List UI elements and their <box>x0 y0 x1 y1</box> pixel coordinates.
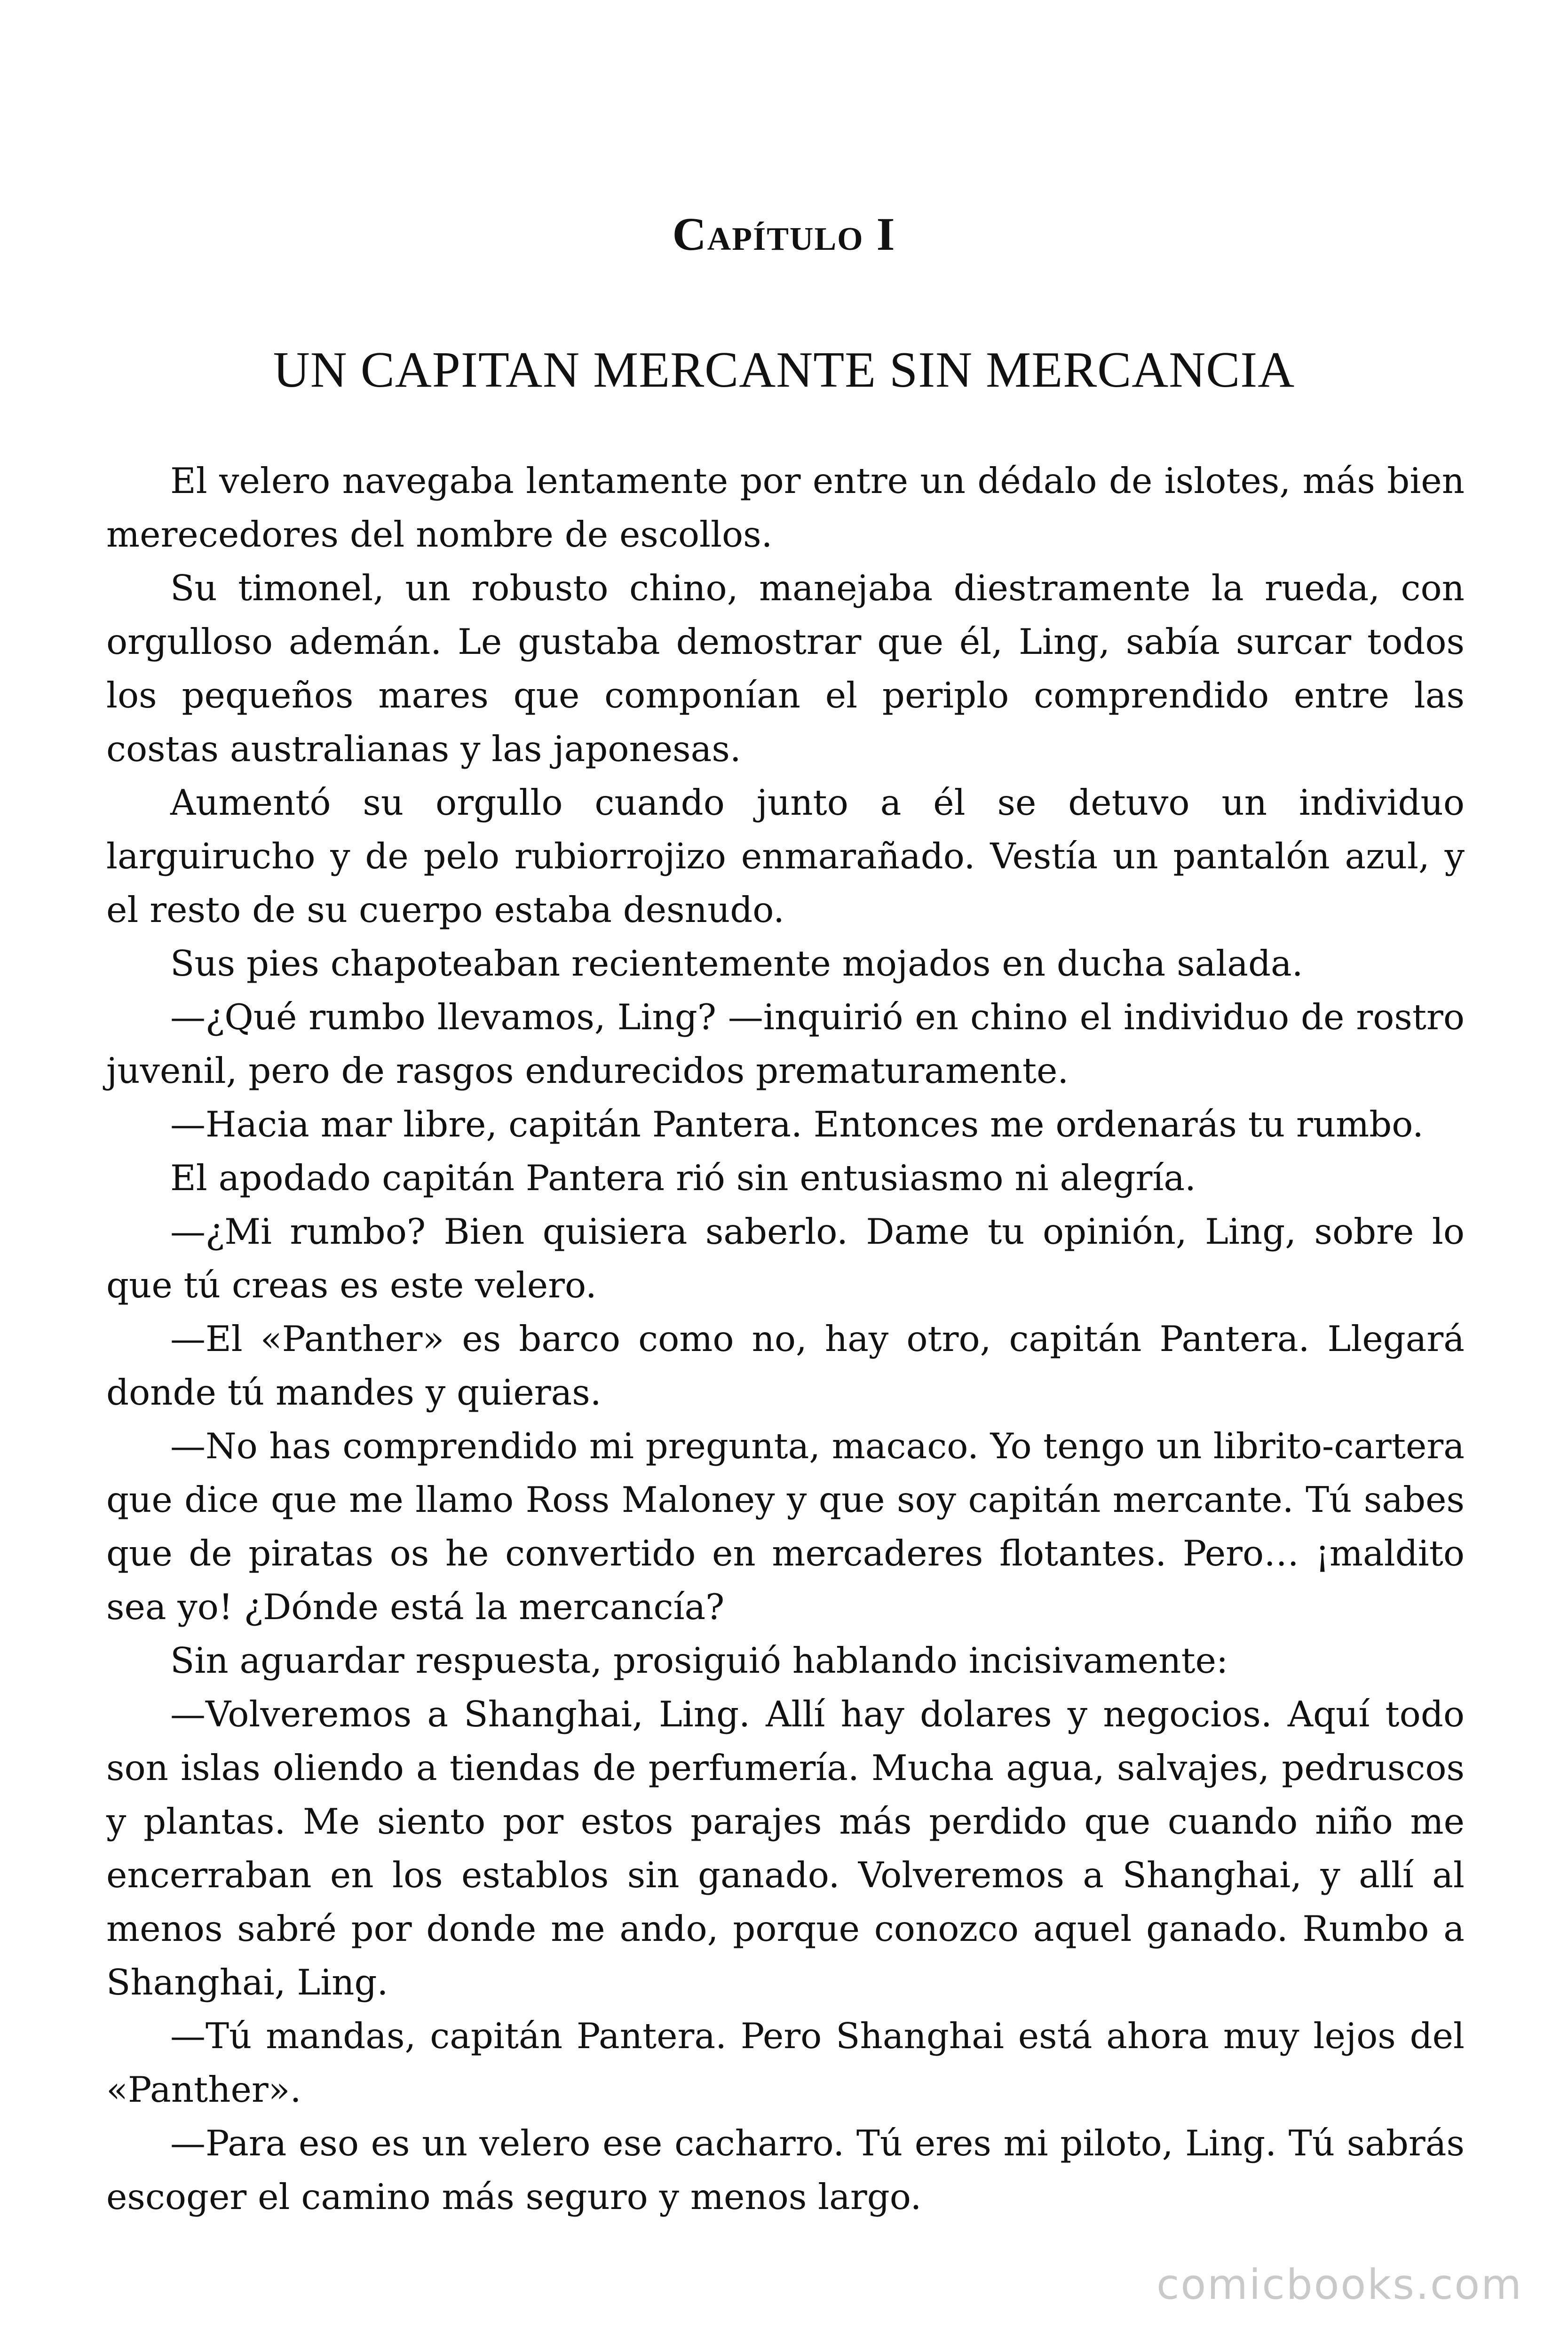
paragraph: —¿Mi rumbo? Bien quisiera saberlo. Dame tu opinión, Ling, sobre lo que tú creas es este velero. <box>106 1211 1465 1306</box>
paragraph: El velero navegaba lentamente por entre un dédalo de islotes, más bien merecedores del nombre de escollos. <box>106 460 1465 555</box>
paragraph: El apodado capitán Pantera rió sin entusiasmo ni alegría. <box>170 1157 1196 1199</box>
paragraph: —Para eso es un velero ese cacharro. Tú eres mi piloto, Ling. Tú sabrás escoger el camino más seguro y menos largo. <box>106 2122 1465 2217</box>
chapter-label: Capítulo I <box>672 208 896 260</box>
paragraph: —El «Panther» es barco como no, hay otro, capitán Pantera. Llegará donde tú mandes y quieras. <box>106 1318 1465 1413</box>
body-text <box>106 454 1465 2224</box>
paragraph: —Hacia mar libre, capitán Pantera. Entonces me ordenarás tu rumbo. <box>170 1104 1424 1145</box>
chapter-title: UN CAPITAN MERCANTE SIN MERCANCIA <box>273 342 1295 398</box>
paragraph: —Tú mandas, capitán Pantera. Pero Shanghai está ahora muy lejos del «Panther». <box>106 2015 1465 2110</box>
paragraph: Su timonel, un robusto chino, manejaba diestramente la rueda, con orgulloso ademán. Le gustaba demostrar que él, Ling, sabía surcar todos los pequeños mares que componían el periplo comprendido entre las costas australianas y las japonesas. <box>106 567 1465 770</box>
paragraph: Aumentó su orgullo cuando junto a él se detuvo un individuo larguirucho y de pelo rubiorrojizo enmarañado. Vestía un pantalón azul, y el resto de su cuerpo estaba desnudo. <box>106 782 1465 930</box>
paragraph: —No has comprendido mi pregunta, macaco. Yo tengo un librito-cartera que dice que me llamo Ross Maloney y que soy capitán mercante. Tú sabes que de piratas os he convertido en mercaderes flotantes. Pero… ¡maldito sea yo! ¿Dónde está la mercancía? <box>106 1425 1465 1628</box>
paragraph: Sin aguardar respuesta, prosiguió hablando incisivamente: <box>170 1640 1228 1681</box>
paragraph: —Volveremos a Shanghai, Ling. Allí hay dolares y negocios. Aquí todo son islas oliendo a tiendas de perfumería. Mucha agua, salvajes, pedruscos y plantas. Me siento por estos parajes más perdido que cuando niño me encerraban en los establos sin ganado. Volveremos a Shanghai, y allí al menos sabré por donde me ando, porque conozco aquel ganado. Rumbo a Shanghai, Ling. <box>106 1693 1465 2003</box>
watermark: comicbooks.com <box>1156 2260 1523 2309</box>
paragraph: Sus pies chapoteaban recientemente mojados en ducha salada. <box>170 943 1303 984</box>
paragraph: —¿Qué rumbo llevamos, Ling? —inquirió en chino el individuo de rostro juvenil, pero de rasgos endurecidos prematuramente. <box>106 996 1465 1091</box>
